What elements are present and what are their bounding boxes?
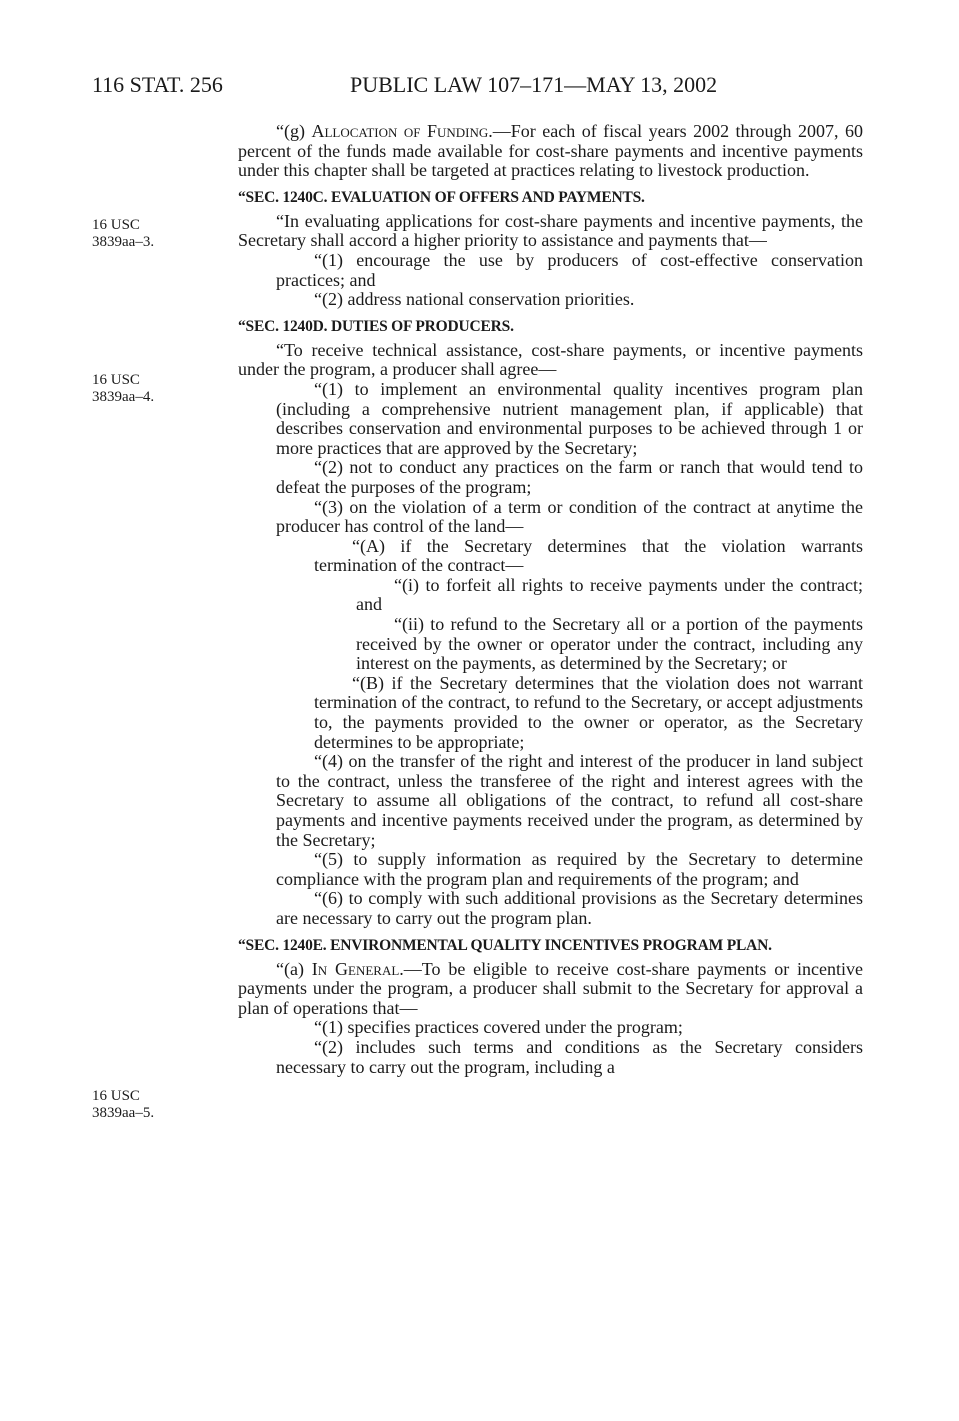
statute-page-number: 116 STAT. 256 [92, 72, 223, 97]
section-1240d-item-6: “(6) to comply with such additional provisions as the Secretary determines are necessary to carry out the program plan. [276, 888, 863, 928]
section-1240d-item-1: “(1) to implement an environmental quality incentives program plan (including a comprehensive nutrient management plan, if applicable) that describes conservation and environmental purposes to be achieved through 1 or more practices that are approved by the Secretary; [276, 378, 863, 458]
section-heading-1240d: “SEC. 1240D. DUTIES OF PRODUCERS. [238, 317, 514, 335]
paragraph-heading: Allocation of Funding [311, 121, 489, 141]
margin-citation-section: 3839aa–3. [92, 234, 155, 250]
statute-body [238, 122, 863, 1077]
paragraph-heading: In General [311, 958, 400, 979]
margin-citation [92, 217, 212, 251]
section-heading-1240e: “SEC. 1240E. ENVIRONMENTAL QUALITY INCENTIVES PROGRAM PLAN. [238, 936, 772, 954]
section-1240c-item-1: “(1) encourage the use by producers of cost-effective conservation practices; and [276, 249, 863, 290]
paragraph-marker: “(a) [276, 958, 312, 979]
section-1240d-item-3b: “(B) if the Secretary determines that the violation does not warrant termination of the contract, to refund to the Secretary, or accept adjustments to, the payments provided to the owner or operator, as the Secretary determines to be appropriate; [314, 672, 863, 752]
margin-citation-title: 16 USC [92, 1088, 140, 1104]
paragraph-text: .—To be eligible to receive cost-share payments or incentive payments under the program, a producer shall submit to the Secretary for approval a plan of operations that— [238, 958, 863, 1018]
section-1240d-item-2: “(2) not to conduct any practices on the farm or ranch that would tend to defeat the purposes of the program; [276, 457, 863, 497]
section-heading-1240c: “SEC. 1240C. EVALUATION OF OFFERS AND PAYMENTS. [238, 188, 645, 206]
section-1240e-item-1: “(1) specifies practices covered under the program; [314, 1017, 683, 1038]
section-1240e-item-2: “(2) includes such terms and conditions as the Secretary considers necessary to carry out the program, including a [276, 1036, 863, 1077]
section-1240c-intro: “In evaluating applications for cost-share payments and incentive payments, the Secretary shall accord a higher priority to assistance and payments that— [238, 210, 863, 251]
section-1240d-item-4: “(4) on the transfer of the right and interest of the producer in land subject to the contract, unless the transferee of the right and interest agrees with the Secretary to assume all obligations of the contract, to refund all cost-share payments and incentive payments received under the program, as determined by the Secretary; [276, 751, 863, 850]
section-1240d-item-3a-i: “(i) to forfeit all rights to receive payments under the contract; and [356, 574, 863, 615]
public-law-header: PUBLIC LAW 107–171—MAY 13, 2002 [350, 72, 718, 97]
margin-citation [92, 1088, 212, 1122]
section-1240d-item-3a-ii: “(ii) to refund to the Secretary all or a portion of the payments received by the owner or operator under the contract, including any interest on the payments, as determined by the Secretary; or [356, 614, 863, 674]
section-1240e-subsection-a [238, 960, 863, 1019]
section-1240d-intro: “To receive technical assistance, cost-share payments, or incentive payments under the program, a producer shall agree— [238, 339, 863, 380]
margin-citation-section: 3839aa–4. [92, 389, 155, 405]
paragraph-allocation-of-funding [238, 122, 863, 181]
margin-citation-title: 16 USC [92, 372, 140, 388]
paragraph-text: .—For each of fiscal years 2002 through 2007, 60 percent of the funds made available for cost-share payments and incentive payments under this chapter shall be targeted at practices relating to livestock production. [238, 121, 864, 181]
margin-citation [92, 372, 212, 406]
margin-citation-title: 16 USC [92, 217, 140, 233]
section-1240d-item-3: “(3) on the violation of a term or condition of the contract at anytime the producer has control of the land— [276, 496, 863, 537]
section-1240d-item-5: “(5) to supply information as required by the Secretary to determine compliance with the program plan and requirements of the program; and [276, 849, 863, 889]
paragraph-marker: “(g) [276, 121, 312, 141]
section-1240c-item-2: “(2) address national conservation priorities. [314, 289, 635, 310]
margin-citation-section: 3839aa–5. [92, 1105, 155, 1121]
section-1240d-item-3a: “(A) if the Secretary determines that the violation warrants termination of the contract— [314, 535, 863, 576]
